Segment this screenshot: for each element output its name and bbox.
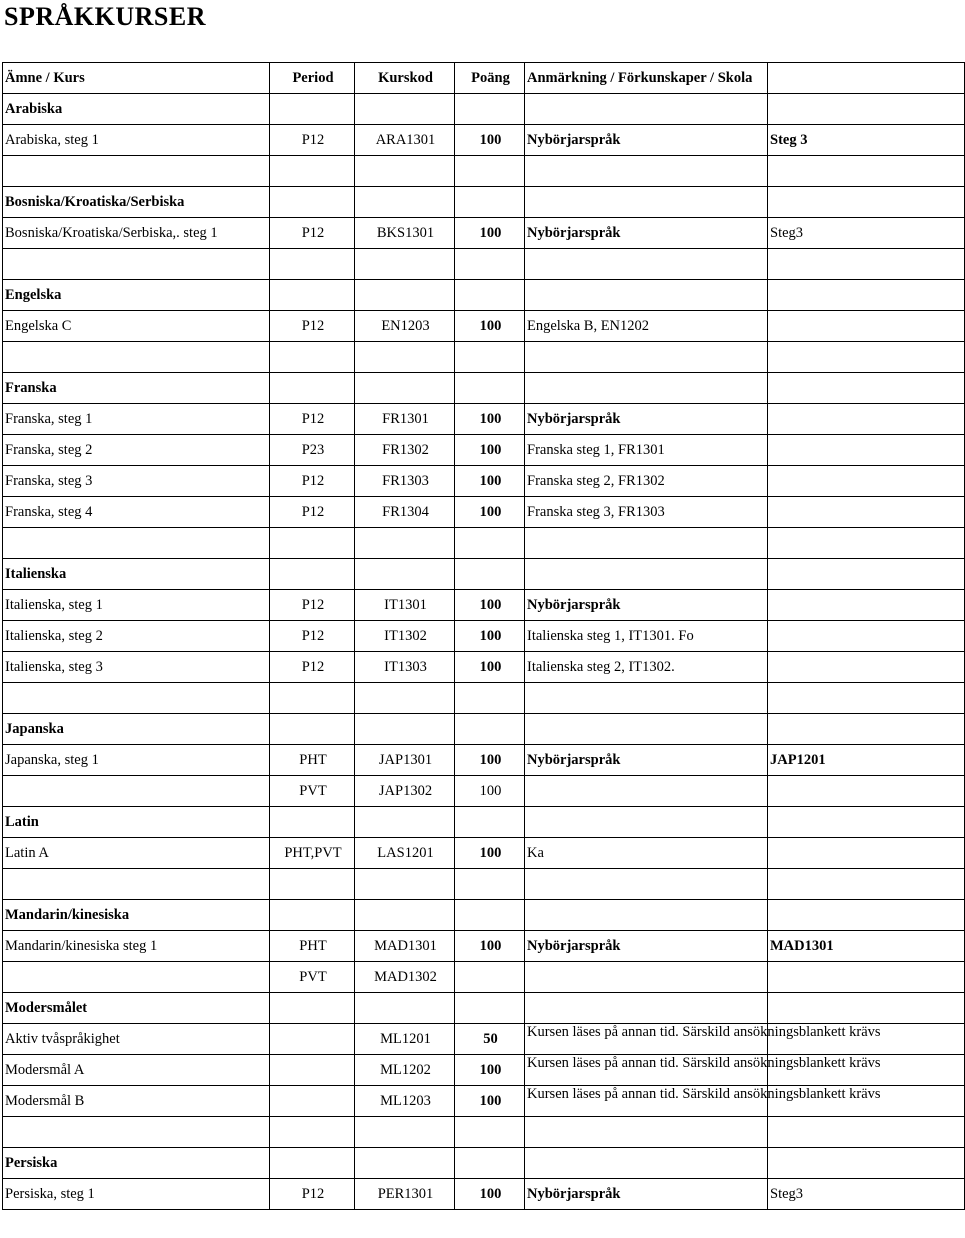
course-note: Nybörjarspråk <box>525 218 768 249</box>
course-points: 100 <box>455 745 525 776</box>
empty-cell <box>455 528 525 559</box>
group-name: Italienska <box>3 559 270 590</box>
course-name: Persiska, steg 1 <box>3 1179 270 1210</box>
empty-cell <box>455 342 525 373</box>
course-points: 100 <box>455 311 525 342</box>
cell-period <box>270 900 355 931</box>
cell-note <box>525 900 768 931</box>
course-period: P12 <box>270 125 355 156</box>
table-row <box>3 962 965 993</box>
cell-points <box>455 900 525 931</box>
empty-cell <box>455 249 525 280</box>
course-name: Aktiv tvåspråkighet <box>3 1024 270 1055</box>
course-name: Bosniska/Kroatiska/Serbiska,. steg 1 <box>3 218 270 249</box>
course-table-body <box>3 63 965 1210</box>
empty-cell <box>3 683 270 714</box>
course-note: Italienska steg 1, IT1301. Fo <box>525 621 768 652</box>
group-row <box>3 993 965 1024</box>
header-note: Anmärkning / Förkunskaper / Skola <box>525 63 768 94</box>
course-period: P23 <box>270 435 355 466</box>
course-extra <box>768 838 965 869</box>
empty-cell <box>525 869 768 900</box>
course-name: Modersmål B <box>3 1086 270 1117</box>
course-period: P12 <box>270 497 355 528</box>
course-points <box>455 962 525 993</box>
course-points: 100 <box>455 466 525 497</box>
course-name: Italienska, steg 3 <box>3 652 270 683</box>
course-table <box>2 62 965 1210</box>
cell-code <box>355 900 455 931</box>
cell-code <box>355 807 455 838</box>
course-extra: Steg3 <box>768 1179 965 1210</box>
empty-cell <box>355 1117 455 1148</box>
table-row <box>3 218 965 249</box>
cell-extra <box>768 1148 965 1179</box>
spacer-row <box>3 1117 965 1148</box>
empty-cell <box>270 528 355 559</box>
cell-extra <box>768 187 965 218</box>
group-row <box>3 187 965 218</box>
course-points: 100 <box>455 652 525 683</box>
cell-extra <box>768 373 965 404</box>
cell-period <box>270 94 355 125</box>
empty-cell <box>768 249 965 280</box>
empty-cell <box>768 528 965 559</box>
empty-cell <box>270 156 355 187</box>
course-points: 50 <box>455 1024 525 1055</box>
table-row <box>3 652 965 683</box>
cell-points <box>455 714 525 745</box>
course-period: P12 <box>270 218 355 249</box>
course-extra <box>768 466 965 497</box>
cell-extra <box>768 900 965 931</box>
course-name <box>3 776 270 807</box>
course-name: Modersmål A <box>3 1055 270 1086</box>
course-name: Franska, steg 3 <box>3 466 270 497</box>
empty-cell <box>768 869 965 900</box>
course-code: IT1302 <box>355 621 455 652</box>
cell-points <box>455 559 525 590</box>
empty-cell <box>768 342 965 373</box>
course-code: JAP1301 <box>355 745 455 776</box>
cell-period <box>270 280 355 311</box>
course-note: Nybörjarspråk <box>525 745 768 776</box>
course-points: 100 <box>455 404 525 435</box>
course-name: Franska, steg 2 <box>3 435 270 466</box>
course-code: JAP1302 <box>355 776 455 807</box>
course-name: Latin A <box>3 838 270 869</box>
course-points: 100 <box>455 1179 525 1210</box>
group-name: Mandarin/kinesiska <box>3 900 270 931</box>
cell-code <box>355 373 455 404</box>
course-period: P12 <box>270 1179 355 1210</box>
table-row <box>3 435 965 466</box>
course-note: Franska steg 1, FR1301 <box>525 435 768 466</box>
course-period: P12 <box>270 466 355 497</box>
course-note <box>525 962 768 993</box>
cell-note <box>525 280 768 311</box>
course-period <box>270 1055 355 1086</box>
group-name: Japanska <box>3 714 270 745</box>
empty-cell <box>525 683 768 714</box>
group-row <box>3 280 965 311</box>
empty-cell <box>355 528 455 559</box>
course-code: PER1301 <box>355 1179 455 1210</box>
course-extra <box>768 776 965 807</box>
header-points: Poäng <box>455 63 525 94</box>
course-code: IT1301 <box>355 590 455 621</box>
empty-cell <box>270 249 355 280</box>
course-note: Italienska steg 2, IT1302. <box>525 652 768 683</box>
course-points: 100 <box>455 1086 525 1117</box>
course-name: Japanska, steg 1 <box>3 745 270 776</box>
course-code: MAD1302 <box>355 962 455 993</box>
course-name: Arabiska, steg 1 <box>3 125 270 156</box>
header-subject: Ämne / Kurs <box>3 63 270 94</box>
course-extra <box>768 404 965 435</box>
empty-cell <box>3 528 270 559</box>
cell-extra <box>768 807 965 838</box>
cell-extra <box>768 993 965 1024</box>
course-extra <box>768 435 965 466</box>
course-period: PHT <box>270 745 355 776</box>
cell-note <box>525 714 768 745</box>
empty-cell <box>525 1117 768 1148</box>
course-note <box>525 1054 881 1086</box>
course-period: P12 <box>270 590 355 621</box>
cell-period <box>270 187 355 218</box>
group-row <box>3 900 965 931</box>
course-note <box>525 1023 881 1055</box>
cell-note <box>525 993 768 1024</box>
course-period: P12 <box>270 404 355 435</box>
cell-code <box>355 94 455 125</box>
table-row <box>3 1086 965 1117</box>
empty-cell <box>270 342 355 373</box>
course-extra <box>768 962 965 993</box>
cell-note <box>525 807 768 838</box>
empty-cell <box>3 869 270 900</box>
cell-period <box>270 714 355 745</box>
cell-points <box>455 1148 525 1179</box>
empty-cell <box>270 683 355 714</box>
course-note <box>525 776 768 807</box>
course-period <box>270 1024 355 1055</box>
course-points: 100 <box>455 621 525 652</box>
group-name: Arabiska <box>3 94 270 125</box>
course-code: LAS1201 <box>355 838 455 869</box>
group-name: Modersmålet <box>3 993 270 1024</box>
course-code: ML1201 <box>355 1024 455 1055</box>
course-period: PHT <box>270 931 355 962</box>
table-row <box>3 838 965 869</box>
empty-cell <box>270 869 355 900</box>
course-extra: Steg 3 <box>768 125 965 156</box>
empty-cell <box>355 869 455 900</box>
spacer-row <box>3 156 965 187</box>
course-code: FR1302 <box>355 435 455 466</box>
empty-cell <box>355 156 455 187</box>
empty-cell <box>525 342 768 373</box>
course-note: Nybörjarspråk <box>525 404 768 435</box>
empty-cell <box>768 1117 965 1148</box>
cell-code <box>355 1148 455 1179</box>
course-extra <box>768 311 965 342</box>
course-name: Mandarin/kinesiska steg 1 <box>3 931 270 962</box>
course-note-text: Kursen läses på annan tid. Särskild ansökningsblankett krävs <box>527 1023 881 1040</box>
course-extra <box>768 652 965 683</box>
table-header-row <box>3 63 965 94</box>
empty-cell <box>455 683 525 714</box>
spacer-row <box>3 869 965 900</box>
spacer-row <box>3 342 965 373</box>
spacer-row <box>3 683 965 714</box>
header-period: Period <box>270 63 355 94</box>
empty-cell <box>455 869 525 900</box>
group-name: Persiska <box>3 1148 270 1179</box>
cell-period <box>270 993 355 1024</box>
course-points: 100 <box>455 125 525 156</box>
empty-cell <box>3 342 270 373</box>
course-period <box>270 1086 355 1117</box>
course-points: 100 <box>455 497 525 528</box>
table-row <box>3 497 965 528</box>
course-note: Nybörjarspråk <box>525 931 768 962</box>
course-note: Engelska B, EN1202 <box>525 311 768 342</box>
course-period: P12 <box>270 621 355 652</box>
course-name: Italienska, steg 1 <box>3 590 270 621</box>
course-code: IT1303 <box>355 652 455 683</box>
empty-cell <box>768 683 965 714</box>
table-row <box>3 931 965 962</box>
group-name: Engelska <box>3 280 270 311</box>
course-extra: Steg3 <box>768 218 965 249</box>
course-code: ML1203 <box>355 1086 455 1117</box>
course-points: 100 <box>455 931 525 962</box>
course-points: 100 <box>455 1055 525 1086</box>
group-name: Franska <box>3 373 270 404</box>
course-period: P12 <box>270 311 355 342</box>
course-period: PVT <box>270 776 355 807</box>
header-code: Kurskod <box>355 63 455 94</box>
course-name: Franska, steg 4 <box>3 497 270 528</box>
course-code: FR1303 <box>355 466 455 497</box>
group-row <box>3 714 965 745</box>
empty-cell <box>455 1117 525 1148</box>
course-points: 100 <box>455 838 525 869</box>
table-row <box>3 1024 965 1055</box>
empty-cell <box>355 249 455 280</box>
cell-points <box>455 94 525 125</box>
cell-points <box>455 993 525 1024</box>
cell-extra <box>768 280 965 311</box>
course-points: 100 <box>455 590 525 621</box>
empty-cell <box>525 156 768 187</box>
cell-period <box>270 807 355 838</box>
course-name: Franska, steg 1 <box>3 404 270 435</box>
course-code: FR1304 <box>355 497 455 528</box>
spacer-row <box>3 249 965 280</box>
cell-note <box>525 559 768 590</box>
group-row <box>3 807 965 838</box>
empty-cell <box>3 1117 270 1148</box>
course-extra: JAP1201 <box>768 745 965 776</box>
group-row <box>3 559 965 590</box>
cell-code <box>355 559 455 590</box>
course-note: Ka <box>525 838 768 869</box>
course-code: ML1202 <box>355 1055 455 1086</box>
cell-points <box>455 187 525 218</box>
table-row <box>3 745 965 776</box>
empty-cell <box>3 156 270 187</box>
table-row <box>3 311 965 342</box>
course-note: Nybörjarspråk <box>525 1179 768 1210</box>
course-period: PHT,PVT <box>270 838 355 869</box>
table-row <box>3 590 965 621</box>
course-note: Franska steg 2, FR1302 <box>525 466 768 497</box>
cell-extra <box>768 714 965 745</box>
header-extra <box>768 63 965 94</box>
cell-points <box>455 807 525 838</box>
course-points: 100 <box>455 776 525 807</box>
empty-cell <box>525 528 768 559</box>
course-note-text: Kursen läses på annan tid. Särskild ansökningsblankett krävs <box>527 1054 881 1071</box>
group-name: Latin <box>3 807 270 838</box>
group-row <box>3 94 965 125</box>
table-row <box>3 466 965 497</box>
course-name: Italienska, steg 2 <box>3 621 270 652</box>
course-note <box>525 1085 881 1117</box>
table-row <box>3 1055 965 1086</box>
course-name <box>3 962 270 993</box>
course-note-text: Kursen läses på annan tid. Särskild ansökningsblankett krävs <box>527 1085 881 1102</box>
course-code: BKS1301 <box>355 218 455 249</box>
cell-points <box>455 280 525 311</box>
course-name: Engelska C <box>3 311 270 342</box>
cell-extra <box>768 94 965 125</box>
empty-cell <box>355 342 455 373</box>
cell-extra <box>768 559 965 590</box>
empty-cell <box>455 156 525 187</box>
course-extra <box>768 590 965 621</box>
empty-cell <box>768 156 965 187</box>
table-row <box>3 125 965 156</box>
course-note: Nybörjarspråk <box>525 125 768 156</box>
cell-code <box>355 714 455 745</box>
course-period: P12 <box>270 652 355 683</box>
group-name: Bosniska/Kroatiska/Serbiska <box>3 187 270 218</box>
table-row <box>3 621 965 652</box>
empty-cell <box>355 683 455 714</box>
course-code: EN1203 <box>355 311 455 342</box>
cell-note <box>525 187 768 218</box>
spacer-row <box>3 528 965 559</box>
empty-cell <box>3 249 270 280</box>
course-code: MAD1301 <box>355 931 455 962</box>
cell-note <box>525 1148 768 1179</box>
cell-code <box>355 280 455 311</box>
cell-code <box>355 187 455 218</box>
group-row <box>3 373 965 404</box>
course-points: 100 <box>455 218 525 249</box>
table-row <box>3 404 965 435</box>
course-code: FR1301 <box>355 404 455 435</box>
empty-cell <box>270 1117 355 1148</box>
course-extra <box>768 497 965 528</box>
course-extra <box>768 621 965 652</box>
cell-points <box>455 373 525 404</box>
cell-period <box>270 1148 355 1179</box>
table-row <box>3 1179 965 1210</box>
cell-note <box>525 94 768 125</box>
course-period: PVT <box>270 962 355 993</box>
group-row <box>3 1148 965 1179</box>
cell-period <box>270 373 355 404</box>
table-row <box>3 776 965 807</box>
course-extra: MAD1301 <box>768 931 965 962</box>
course-code: ARA1301 <box>355 125 455 156</box>
cell-code <box>355 993 455 1024</box>
course-note: Nybörjarspråk <box>525 590 768 621</box>
course-points: 100 <box>455 435 525 466</box>
course-note: Franska steg 3, FR1303 <box>525 497 768 528</box>
empty-cell <box>525 249 768 280</box>
cell-note <box>525 373 768 404</box>
page-title: SPRÅKKURSER <box>4 2 206 31</box>
cell-period <box>270 559 355 590</box>
